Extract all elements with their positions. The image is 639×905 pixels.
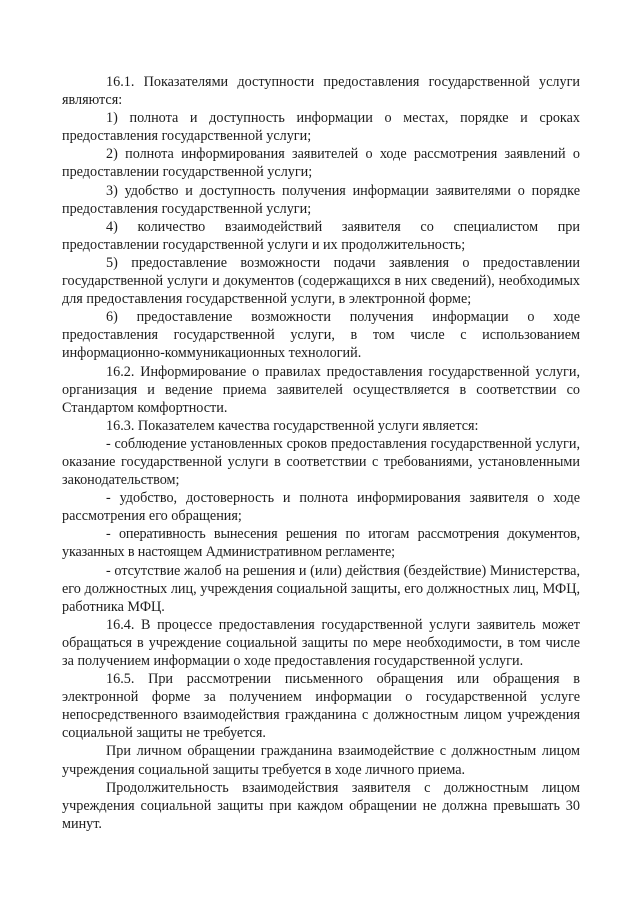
bullet-item-1: - соблюдение установленных сроков предоставления государственной услуги, оказание государственной услуги в соответствии с требованиями, установленными законодательством; (62, 435, 580, 489)
bullet-item-2: - удобство, достоверность и полнота информирования заявителя о ходе рассмотрения его обращения; (62, 490, 580, 525)
list-item-4: 4) количество взаимодействий заявителя со специалистом при предоставлении государственной услуги и их продолжительность; (62, 218, 580, 253)
paragraph-16-5: 16.5. При рассмотрении письменного обращения или обращения в электронной форме за получением информации о государственной услуге непосредственного взаимодействия гражданина с должностным лицом учреждения социальной защиты не требуется. (62, 671, 580, 742)
paragraph-16-2: 16.2. Информирование о правилах предоставления государственной услуги, организация и ведение приема заявителей осуществляется в соответствии со Стандартом комфортности. (62, 363, 580, 416)
list-item-5: 5) предоставление возможности подачи заявления о предоставлении государственной услуги и документов (содержащихся в них сведений), необходимых для предоставления государственной услуги, в электронной форме; (62, 254, 580, 308)
list-item-6: 6) предоставление возможности получения информации о ходе предоставления государственной услуги, в том числе с использованием информационно-коммуникационных технологий. (62, 309, 580, 362)
paragraph-duration: Продолжительность взаимодействия заявителя с должностным лицом учреждения социальной защиты при каждом обращении не должна превышать 30 минут. (62, 779, 580, 832)
list-item-2: 2) полнота информирования заявителей о ходе рассмотрения заявлений о предоставлении государственной услуги; (62, 146, 580, 181)
paragraph-16-1: 16.1. Показателями доступности предоставления государственной услуги являются: (62, 74, 580, 109)
bullet-item-3: - оперативность вынесения решения по итогам рассмотрения документов, указанных в настоящем Административном регламенте; (62, 526, 580, 561)
paragraph-16-4: 16.4. В процессе предоставления государственной услуги заявитель может обращаться в учреждение социальной защиты по мере необходимости, в том числе за получением информации о ходе предоставления государственной услуги. (62, 616, 580, 669)
list-item-3: 3) удобство и доступность получения информации заявителями о порядке предоставления государственной услуги; (62, 182, 580, 217)
bullet-item-4: - отсутствие жалоб на решения и (или) действия (бездействие) Министерства, его должностных лиц, учреждения социальной защиты, его должностных лиц, МФЦ, работника МФЦ. (62, 562, 580, 615)
paragraph-personal-appeal: При личном обращении гражданина взаимодействие с должностным лицом учреждения социальной защиты требуется в ходе личного приема. (62, 743, 580, 778)
document-body (62, 73, 580, 833)
list-item-1: 1) полнота и доступность информации о местах, порядке и сроках предоставления государственной услуги; (62, 110, 580, 145)
paragraph-16-3: 16.3. Показателем качества государственной услуги является: (106, 417, 479, 434)
